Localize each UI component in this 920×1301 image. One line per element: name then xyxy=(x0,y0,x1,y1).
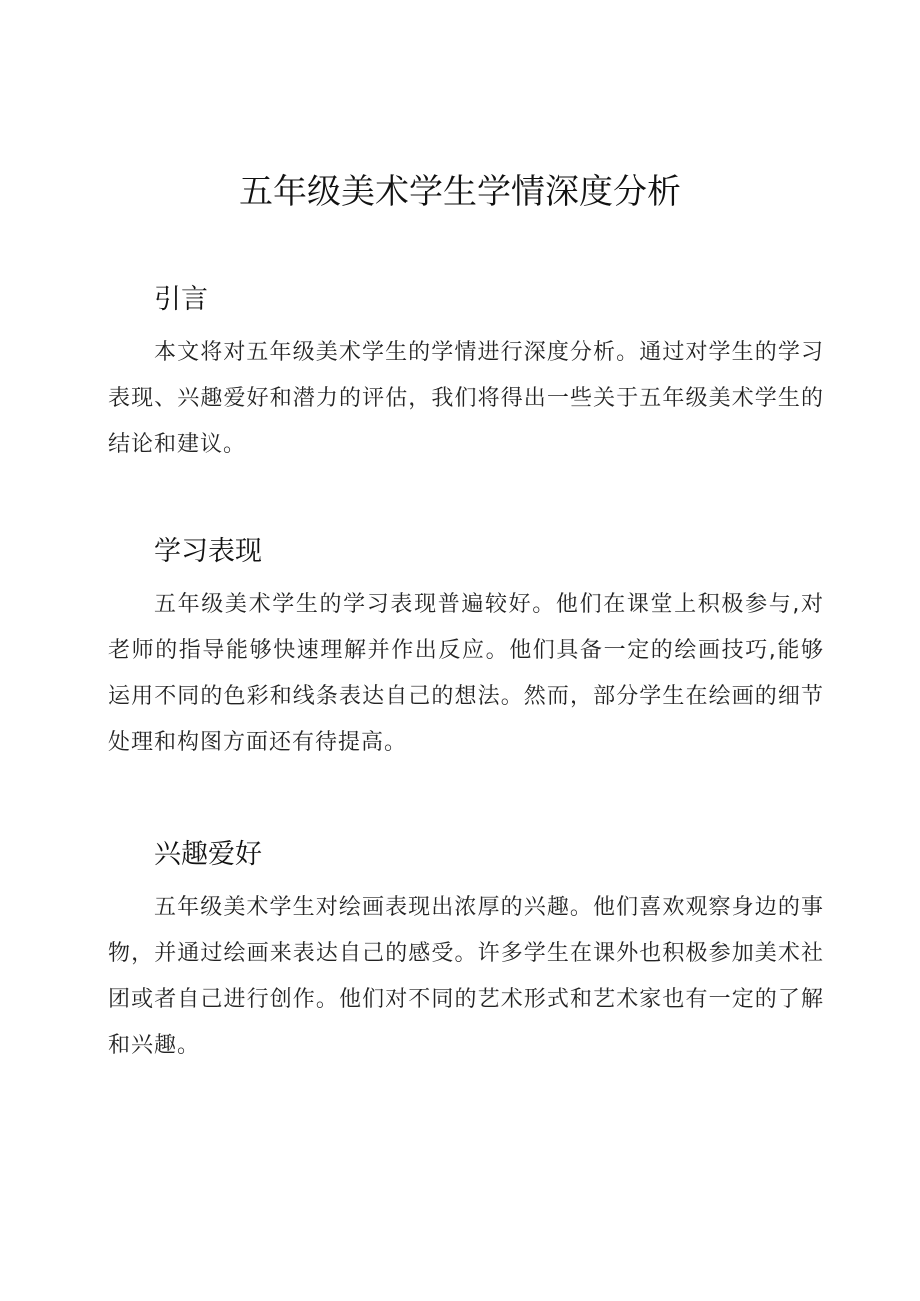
section-body-learning-performance: 五年级美术学生的学习表现普遍较好。他们在课堂上积极参与,对老师的指导能够快速理解并作出反应。他们具备一定的绘画技巧,能够运用不同的色彩和线条表达自己的想法。然而，部分学生在绘画的细节处理和构图方面还有待提高。 xyxy=(108,592,824,755)
document-title: 五年级美术学生学情深度分析 xyxy=(239,172,681,212)
section-heading-interests-hobbies: 兴趣爱好 xyxy=(154,839,262,870)
section-heading-learning-performance: 学习表现 xyxy=(154,536,262,567)
section-heading-introduction: 引言 xyxy=(154,284,208,315)
section-interests-hobbies xyxy=(108,835,824,1069)
section-body-introduction: 本文将对五年级美术学生的学情进行深度分析。通过对学生的学习表现、兴趣爱好和潜力的评估，我们将得出一些关于五年级美术学生的结论和建议。 xyxy=(108,340,824,457)
section-body-interests-hobbies: 五年级美术学生对绘画表现出浓厚的兴趣。他们喜欢观察身边的事物，并通过绘画来表达自己的感受。许多学生在课外也积极参加美术社团或者自己进行创作。他们对不同的艺术形式和艺术家也有一定的了解和兴趣。 xyxy=(108,895,824,1058)
section-learning-performance xyxy=(108,532,824,766)
section-introduction xyxy=(108,280,824,468)
